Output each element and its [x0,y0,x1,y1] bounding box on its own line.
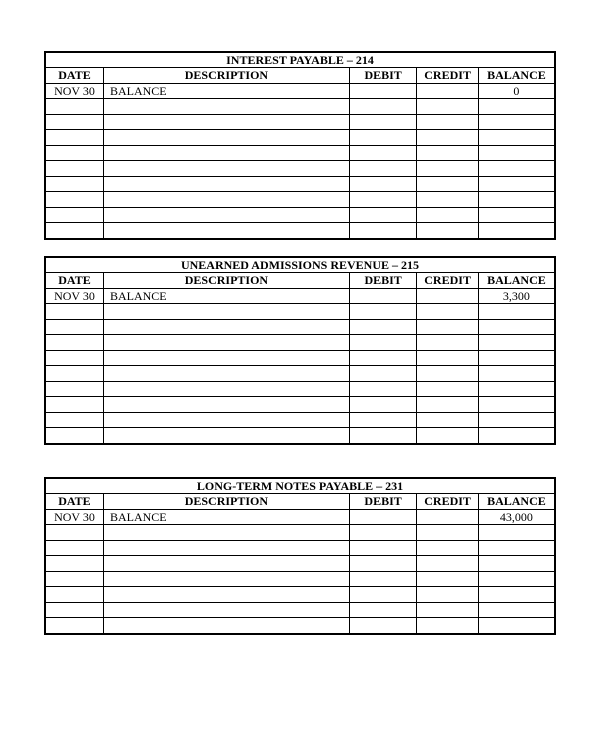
ledger-long-term-notes-payable [44,477,556,635]
entry-description[interactable] [103,350,349,366]
ledger-header-row [45,494,555,510]
entry-debit[interactable] [349,618,417,634]
entry-credit[interactable] [417,114,478,130]
entry-balance[interactable] [478,381,555,397]
entry-balance[interactable] [478,525,555,541]
entry-balance[interactable]: 0 [478,83,555,99]
entry-credit[interactable] [417,366,478,382]
entry-debit[interactable] [349,288,417,304]
entry-balance[interactable] [478,397,555,413]
entry-balance[interactable] [478,428,555,444]
entry-description[interactable] [103,304,349,320]
entry-credit[interactable] [417,161,478,177]
ledger-header-row [45,68,555,84]
entry-date[interactable] [45,525,103,541]
entry-description[interactable] [103,176,349,192]
header-debit: DEBIT [349,273,417,289]
header-balance: BALANCE [478,273,555,289]
ledger-blank-row [45,223,555,239]
entry-balance[interactable] [478,161,555,177]
entry-credit[interactable] [417,350,478,366]
entry-debit[interactable] [349,145,417,161]
entry-date[interactable] [45,207,103,223]
entry-date[interactable] [45,161,103,177]
entry-balance[interactable] [478,335,555,351]
entry-credit[interactable] [417,192,478,208]
entry-credit[interactable] [417,602,478,618]
entry-balance[interactable] [478,412,555,428]
entry-debit[interactable] [349,99,417,115]
ledger-blank-row [45,556,555,572]
ledger-blank-row [45,161,555,177]
ledger-title: UNEARNED ADMISSIONS REVENUE – 215 [45,257,555,273]
ledger-blank-row [45,428,555,444]
entry-description[interactable] [103,381,349,397]
ledger-blank-row [45,114,555,130]
ledger-blank-row [45,602,555,618]
entry-description[interactable] [103,412,349,428]
entry-balance[interactable] [478,223,555,239]
entry-credit[interactable] [417,556,478,572]
entry-balance[interactable] [478,130,555,146]
ledger-blank-row [45,304,555,320]
entry-credit[interactable] [417,412,478,428]
entry-debit[interactable] [349,350,417,366]
ledger-blank-row [45,618,555,634]
entry-debit[interactable] [349,602,417,618]
entry-date[interactable]: NOV 30 [45,509,103,525]
entry-balance[interactable] [478,556,555,572]
entry-date[interactable] [45,571,103,587]
entry-balance[interactable]: 3,300 [478,288,555,304]
entry-credit[interactable] [417,335,478,351]
entry-debit[interactable] [349,114,417,130]
entry-balance[interactable] [478,602,555,618]
entry-balance[interactable] [478,350,555,366]
entry-balance[interactable] [478,304,555,320]
entry-date[interactable] [45,223,103,239]
entry-credit[interactable] [417,618,478,634]
entry-date[interactable] [45,618,103,634]
entry-description[interactable] [103,207,349,223]
ledger-entry-row [45,83,555,99]
entry-balance[interactable] [478,587,555,603]
ledger-blank-row [45,397,555,413]
entry-balance[interactable] [478,618,555,634]
entry-description[interactable] [103,540,349,556]
ledger-blank-row [45,366,555,382]
entry-description[interactable] [103,99,349,115]
entry-description[interactable] [103,223,349,239]
entry-date[interactable] [45,397,103,413]
entry-description[interactable] [103,587,349,603]
entry-credit[interactable] [417,397,478,413]
entry-credit[interactable] [417,176,478,192]
entry-debit[interactable] [349,397,417,413]
ledger-blank-row [45,145,555,161]
entry-debit[interactable] [349,571,417,587]
entry-description[interactable] [103,114,349,130]
entry-debit[interactable] [349,192,417,208]
entry-balance[interactable] [478,176,555,192]
header-credit: CREDIT [417,273,478,289]
entry-date[interactable] [45,428,103,444]
entry-balance[interactable] [478,114,555,130]
entry-debit[interactable] [349,176,417,192]
entry-date[interactable] [45,540,103,556]
entry-description[interactable] [103,319,349,335]
ledger-blank-row [45,587,555,603]
ledger-interest-payable [44,51,556,240]
entry-credit[interactable] [417,288,478,304]
entry-description[interactable] [103,602,349,618]
ledger-header-row [45,273,555,289]
entry-debit[interactable] [349,304,417,320]
header-description: DESCRIPTION [103,494,349,510]
ledger-blank-row [45,207,555,223]
entry-date[interactable] [45,335,103,351]
header-debit: DEBIT [349,68,417,84]
ledger-blank-row [45,412,555,428]
entry-debit[interactable] [349,509,417,525]
entry-description[interactable] [103,571,349,587]
entry-balance[interactable] [478,145,555,161]
entry-debit[interactable] [349,428,417,444]
header-credit: CREDIT [417,68,478,84]
entry-date[interactable] [45,192,103,208]
entry-credit[interactable] [417,83,478,99]
entry-description[interactable] [103,192,349,208]
entry-debit[interactable] [349,223,417,239]
entry-credit[interactable] [417,525,478,541]
header-balance: BALANCE [478,68,555,84]
entry-date[interactable] [45,99,103,115]
entry-date[interactable] [45,556,103,572]
entry-credit[interactable] [417,223,478,239]
entry-description[interactable] [103,130,349,146]
ledger-title: INTEREST PAYABLE – 214 [45,52,555,68]
header-description: DESCRIPTION [103,273,349,289]
entry-debit[interactable] [349,83,417,99]
ledger-entry-row [45,288,555,304]
header-date: DATE [45,494,103,510]
entry-debit[interactable] [349,381,417,397]
entry-balance[interactable] [478,571,555,587]
entry-date[interactable] [45,587,103,603]
entry-date[interactable] [45,319,103,335]
entry-description[interactable]: BALANCE [103,509,349,525]
ledger-blank-rows [45,99,555,239]
entry-date[interactable] [45,145,103,161]
entry-date[interactable] [45,412,103,428]
entry-date[interactable] [45,381,103,397]
entry-debit[interactable] [349,540,417,556]
entry-debit[interactable] [349,366,417,382]
entry-balance[interactable] [478,207,555,223]
entry-balance[interactable]: 43,000 [478,509,555,525]
header-debit: DEBIT [349,494,417,510]
entry-date[interactable] [45,114,103,130]
entry-date[interactable] [45,176,103,192]
entry-debit[interactable] [349,587,417,603]
ledger-blank-row [45,571,555,587]
entry-credit[interactable] [417,145,478,161]
entry-balance[interactable] [478,319,555,335]
entry-debit[interactable] [349,556,417,572]
entry-description[interactable] [103,335,349,351]
entry-debit[interactable] [349,525,417,541]
ledger-blank-rows [45,525,555,634]
entry-description[interactable] [103,428,349,444]
entry-debit[interactable] [349,319,417,335]
entry-description[interactable] [103,556,349,572]
ledger-title-row [45,257,555,273]
header-credit: CREDIT [417,494,478,510]
entry-description[interactable] [103,145,349,161]
entry-credit[interactable] [417,381,478,397]
ledger-blank-row [45,176,555,192]
entry-credit[interactable] [417,571,478,587]
ledger-title-row [45,52,555,68]
ledger-blank-row [45,525,555,541]
entry-debit[interactable] [349,335,417,351]
header-date: DATE [45,273,103,289]
ledger-blank-rows [45,304,555,444]
header-date: DATE [45,68,103,84]
entry-date[interactable] [45,350,103,366]
entry-date[interactable]: NOV 30 [45,288,103,304]
entry-description[interactable]: BALANCE [103,288,349,304]
entry-credit[interactable] [417,207,478,223]
entry-balance[interactable] [478,99,555,115]
entry-credit[interactable] [417,540,478,556]
entry-description[interactable]: BALANCE [103,83,349,99]
entry-credit[interactable] [417,587,478,603]
ledger-blank-row [45,192,555,208]
header-description: DESCRIPTION [103,68,349,84]
entry-description[interactable] [103,397,349,413]
entry-debit[interactable] [349,207,417,223]
entry-date[interactable] [45,304,103,320]
entry-credit[interactable] [417,428,478,444]
entry-date[interactable]: NOV 30 [45,83,103,99]
entry-credit[interactable] [417,319,478,335]
entry-credit[interactable] [417,130,478,146]
entry-description[interactable] [103,525,349,541]
entry-balance[interactable] [478,192,555,208]
entry-credit[interactable] [417,99,478,115]
entry-date[interactable] [45,130,103,146]
ledger-blank-row [45,130,555,146]
ledger-title: LONG-TERM NOTES PAYABLE – 231 [45,478,555,494]
entry-description[interactable] [103,161,349,177]
ledger-title-row [45,478,555,494]
entry-debit[interactable] [349,161,417,177]
entry-credit[interactable] [417,509,478,525]
entry-description[interactable] [103,366,349,382]
entry-debit[interactable] [349,412,417,428]
ledger-blank-row [45,381,555,397]
header-balance: BALANCE [478,494,555,510]
entry-date[interactable] [45,366,103,382]
entry-credit[interactable] [417,304,478,320]
entry-balance[interactable] [478,366,555,382]
ledger-unearned-admissions-revenue [44,256,556,445]
ledger-blank-row [45,319,555,335]
ledger-blank-row [45,540,555,556]
ledger-entry-row [45,509,555,525]
entry-debit[interactable] [349,130,417,146]
entry-balance[interactable] [478,540,555,556]
ledger-blank-row [45,335,555,351]
entry-description[interactable] [103,618,349,634]
ledger-blank-row [45,99,555,115]
ledger-blank-row [45,350,555,366]
entry-date[interactable] [45,602,103,618]
